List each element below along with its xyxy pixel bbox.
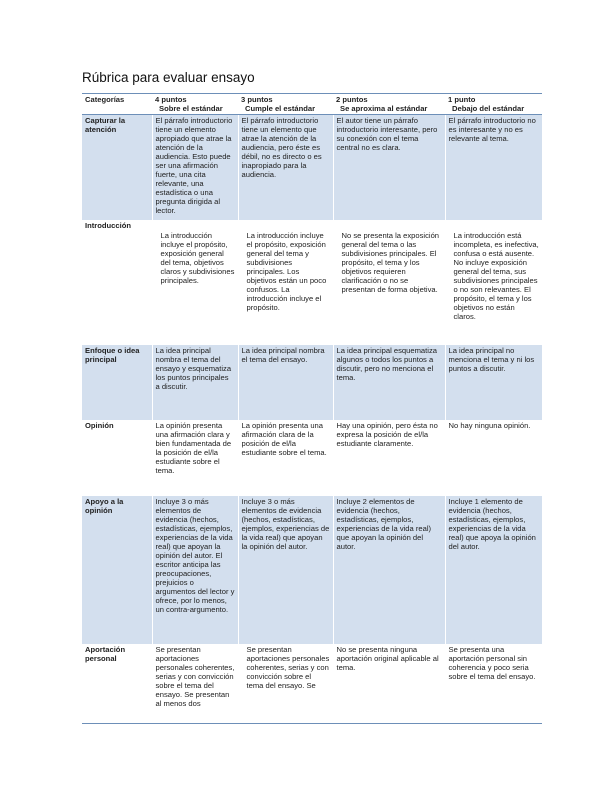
cell-1-point: Incluye 1 elemento de evidencia (hechos, estadísticas, ejemplos, experiencias de la vida real) que apoya la opinión del autor.	[445, 496, 542, 644]
header-sublabel: Se aproxima al estándar	[340, 104, 428, 113]
header-3-points	[238, 94, 333, 115]
category-cell: Aportación personal	[82, 644, 152, 724]
cell-4-points: Incluye 3 o más elementos de evidencia (hechos, estadísticas, ejemplos, experiencias de la vida real) que apoyan la opinión del autor. El escritor anticipa las preocupaciones, prejuicios o argumentos del lector y ofrece, por lo menos, un contra-argumento.	[152, 496, 238, 644]
category-cell: Introducción	[82, 220, 152, 345]
cell-2-points: No se presenta ninguna aportación original aplicable al tema.	[333, 644, 445, 724]
category-cell: Opinión	[82, 420, 152, 496]
cell-1-point: No hay ninguna opinión.	[445, 420, 542, 496]
category-cell: Capturar la atención	[82, 115, 152, 220]
header-2-points	[333, 94, 445, 115]
header-label: Categorías	[85, 95, 125, 104]
cell-1-point: La introducción está incompleta, es inefectiva, confusa o está ausente. No incluye exposición general del tema, sus subdivisiones principales o no son relevantes. El propósito, el tema y los objetivos no están claros.	[445, 220, 542, 345]
header-1-point	[445, 94, 542, 115]
header-label: 4 puntos	[155, 95, 187, 104]
header-row	[82, 94, 542, 115]
cell-4-points: Se presentan aportaciones personales coherentes, serias y con convicción sobre el tema del ensayo. Se presentan al menos dos	[152, 644, 238, 724]
category-cell: Apoyo a la opinión	[82, 496, 152, 644]
cell-1-point: El párrafo introductorio no es interesante y no es relevante al tema.	[445, 115, 542, 220]
category-cell: Enfoque o idea principal	[82, 345, 152, 420]
cell-4-points: La opinión presenta una afirmación clara y bien fundamentada de la posición de el/la estudiante sobre el tema.	[152, 420, 238, 496]
header-label: 2 puntos	[336, 95, 368, 104]
header-sublabel: Cumple el estándar	[245, 104, 316, 113]
cell-2-points: El autor tiene un párrafo introductorio interesante, pero su conexión con el tema central no es clara.	[333, 115, 445, 220]
header-categories	[82, 94, 152, 115]
header-sublabel: Sobre el estándar	[159, 104, 223, 113]
row-opinion	[82, 420, 542, 496]
cell-2-points: No se presenta la exposición general del tema o las subdivisiones principales. El propósito, el tema y los objetivos requieren clarificación o no se presentan de forma objetiva.	[333, 220, 445, 345]
header-4-points	[152, 94, 238, 115]
cell-3-points: La idea principal nombra el tema del ensayo.	[238, 345, 333, 420]
rubric-table	[82, 93, 542, 724]
row-capturar-atencion	[82, 115, 542, 220]
cell-4-points: La introducción incluye el propósito, exposición general del tema, objetivos claros y subdivisiones principales.	[152, 220, 238, 345]
cell-2-points: Hay una opinión, pero ésta no expresa la posición de el/la estudiante claramente.	[333, 420, 445, 496]
cell-1-point: La idea principal no menciona el tema y ni los puntos a discutir.	[445, 345, 542, 420]
row-apoyo-opinion	[82, 496, 542, 644]
header-label: 1 punto	[448, 95, 476, 104]
row-aportacion-personal	[82, 644, 542, 724]
cell-3-points: Se presentan aportaciones personales coherentes, serias y con convicción sobre el tema del ensayo. Se	[238, 644, 333, 724]
cell-2-points: La idea principal esquematiza algunos o todos los puntos a discutir, pero no menciona el tema.	[333, 345, 445, 420]
cell-3-points: El párrafo introductorio tiene un elemento que atrae la atención de la audiencia, pero éste es débil, no es directo o es inapropiado para la audiencia.	[238, 115, 333, 220]
cell-4-points: El párrafo introductorio tiene un elemento apropiado que atrae la atención de la audiencia. Esto puede ser una afirmación fuerte, una cita relevante, una estadística o una pregunta dirigida al lector.	[152, 115, 238, 220]
cell-3-points: La opinión presenta una afirmación clara de la posición de el/la estudiante sobre el tema.	[238, 420, 333, 496]
cell-1-point: Se presenta una aportación personal sin coherencia y poco seria sobre el tema del ensayo.	[445, 644, 542, 724]
header-label: 3 puntos	[241, 95, 273, 104]
cell-2-points: Incluye 2 elementos de evidencia (hechos, estadísticas, ejemplos, experiencias de la vida real) que apoyan la opinión del autor.	[333, 496, 445, 644]
cell-3-points: La introducción incluye el propósito, exposición general del tema y subdivisiones principales. Los objetivos están un poco confusos. La introducción incluye el propósito.	[238, 220, 333, 345]
cell-3-points: Incluye 3 o más elementos de evidencia (hechos, estadísticas, ejemplos, experiencias de la vida real) que apoyan la opinión del autor.	[238, 496, 333, 644]
header-sublabel: Debajo del estándar	[452, 104, 525, 113]
cell-4-points: La idea principal nombra el tema del ensayo y esquematiza los puntos principales a discutir.	[152, 345, 238, 420]
row-introduccion	[82, 220, 542, 345]
row-enfoque-idea-principal	[82, 345, 542, 420]
page-title: Rúbrica para evaluar ensayo	[82, 70, 255, 85]
